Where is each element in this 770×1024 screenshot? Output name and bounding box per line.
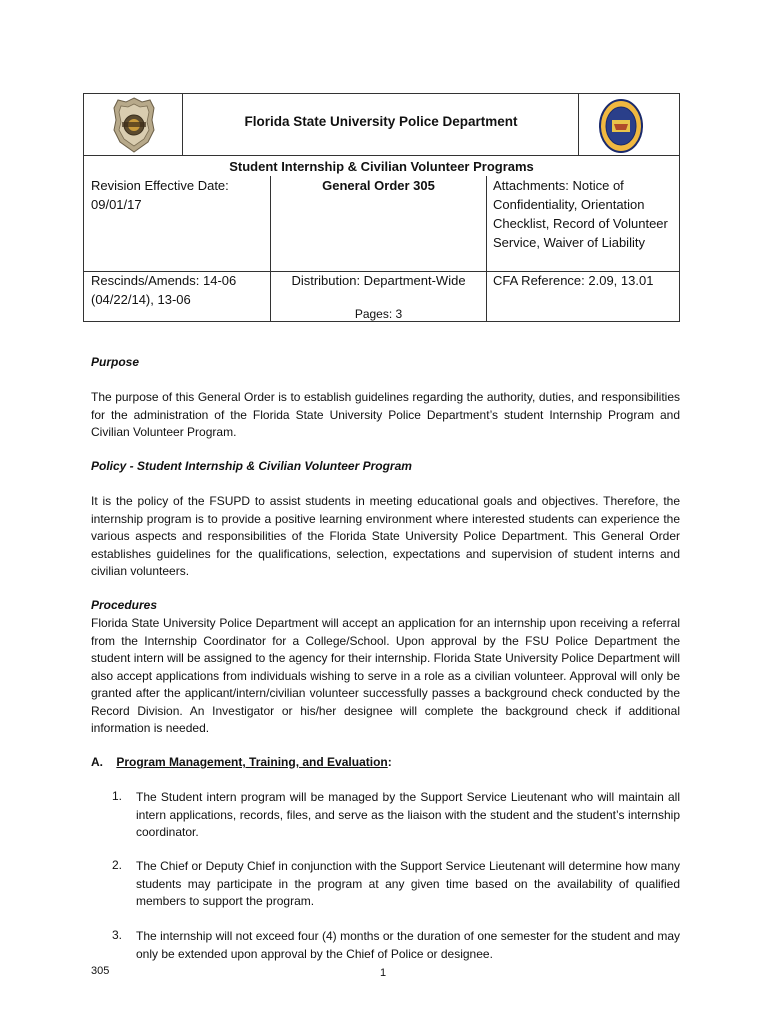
attachments: Attachments: Notice of Confidentiality, Orientation Checklist, Record of Volunteer Service, Waiver of Liability [493, 178, 668, 250]
distribution: Distribution: Department-Wide [291, 273, 466, 288]
purpose-heading: Purpose [91, 355, 140, 369]
policy-text: It is the policy of the FSUPD to assist students in meeting educational goals and objectives. Therefore, the internship program is to provide a positive learning environment where interested students can experience the various aspects and responsibilities of the Florida State University Police Department. This General Order establishes guidelines for the qualifications, selection, expectations and supervision of student interns and civilian volunteers. [91, 494, 680, 578]
department-title: Florida State University Police Department [244, 114, 518, 129]
cfa-reference: CFA Reference: 2.09, 13.01 [493, 273, 654, 288]
policy-heading: Policy - Student Internship & Civilian Volunteer Program [91, 459, 412, 473]
section-a-heading [91, 755, 392, 769]
pages: Pages: 3 [354, 307, 403, 321]
table-divider [578, 93, 579, 156]
section-a-title: Program Management, Training, and Evaluation [116, 755, 388, 769]
florida-seal-icon [598, 98, 644, 154]
list-item-number: 3. [112, 928, 123, 942]
table-divider [486, 176, 487, 322]
footer-order-number: 305 [91, 965, 110, 977]
table-divider [83, 155, 680, 156]
program-title: Student Internship & Civilian Volunteer Programs [229, 159, 534, 174]
general-order: General Order 305 [322, 178, 435, 193]
table-divider [270, 176, 271, 322]
list-item: The internship will not exceed four (4) months or the duration of one semester for the student and may only be extended upon approval by the Chief of Police or designee. [136, 929, 680, 961]
rescinds-line2: (04/22/14), 13-06 [91, 292, 191, 307]
procedures-text: Florida State University Police Department will accept an application for an internship upon receiving a referral from the Internship Coordinator for a College/School. Upon approval by the FSU Police Department the student intern will be assigned to the agency for their internship. Florida State University Police Department will also accept applications from individuals wishing to serve in a role as a civilian volunteer. Approval will only be granted after the applicant/intern/civilian volunteer successfully passes a background check conducted by the Record Division. An Investigator or his/her designee will complete the background check if additional information is needed. [91, 616, 680, 735]
police-badge-icon [112, 96, 156, 154]
procedures-heading: Procedures [91, 598, 158, 612]
list-item: The Student intern program will be managed by the Support Service Lieutenant who will maintain all intern applications, records, files, and serve as the liaison with the student and the student’s internship coordinator. [136, 790, 680, 839]
rescinds-line1: Rescinds/Amends: 14-06 [91, 273, 237, 288]
list-item: The Chief or Deputy Chief in conjunction with the Support Service Lieutenant will determine how many students may participate in the program at any given time based on the availability of qualified members to support the program. [136, 859, 680, 908]
table-divider [182, 93, 183, 156]
revision-date: 09/01/17 [91, 197, 142, 212]
list-item-number: 2. [112, 858, 123, 872]
footer-page-number: 1 [380, 967, 387, 979]
revision-label: Revision Effective Date: [91, 178, 229, 193]
list-item-number: 1. [112, 789, 123, 803]
section-a-colon: : [387, 755, 392, 769]
purpose-text: The purpose of this General Order is to establish guidelines regarding the authority, duties, and responsibilities for the administration of the Florida State University Police Department’s student Internship Program and Civilian Volunteer Program. [91, 390, 680, 439]
section-a-letter: A. [91, 755, 103, 769]
